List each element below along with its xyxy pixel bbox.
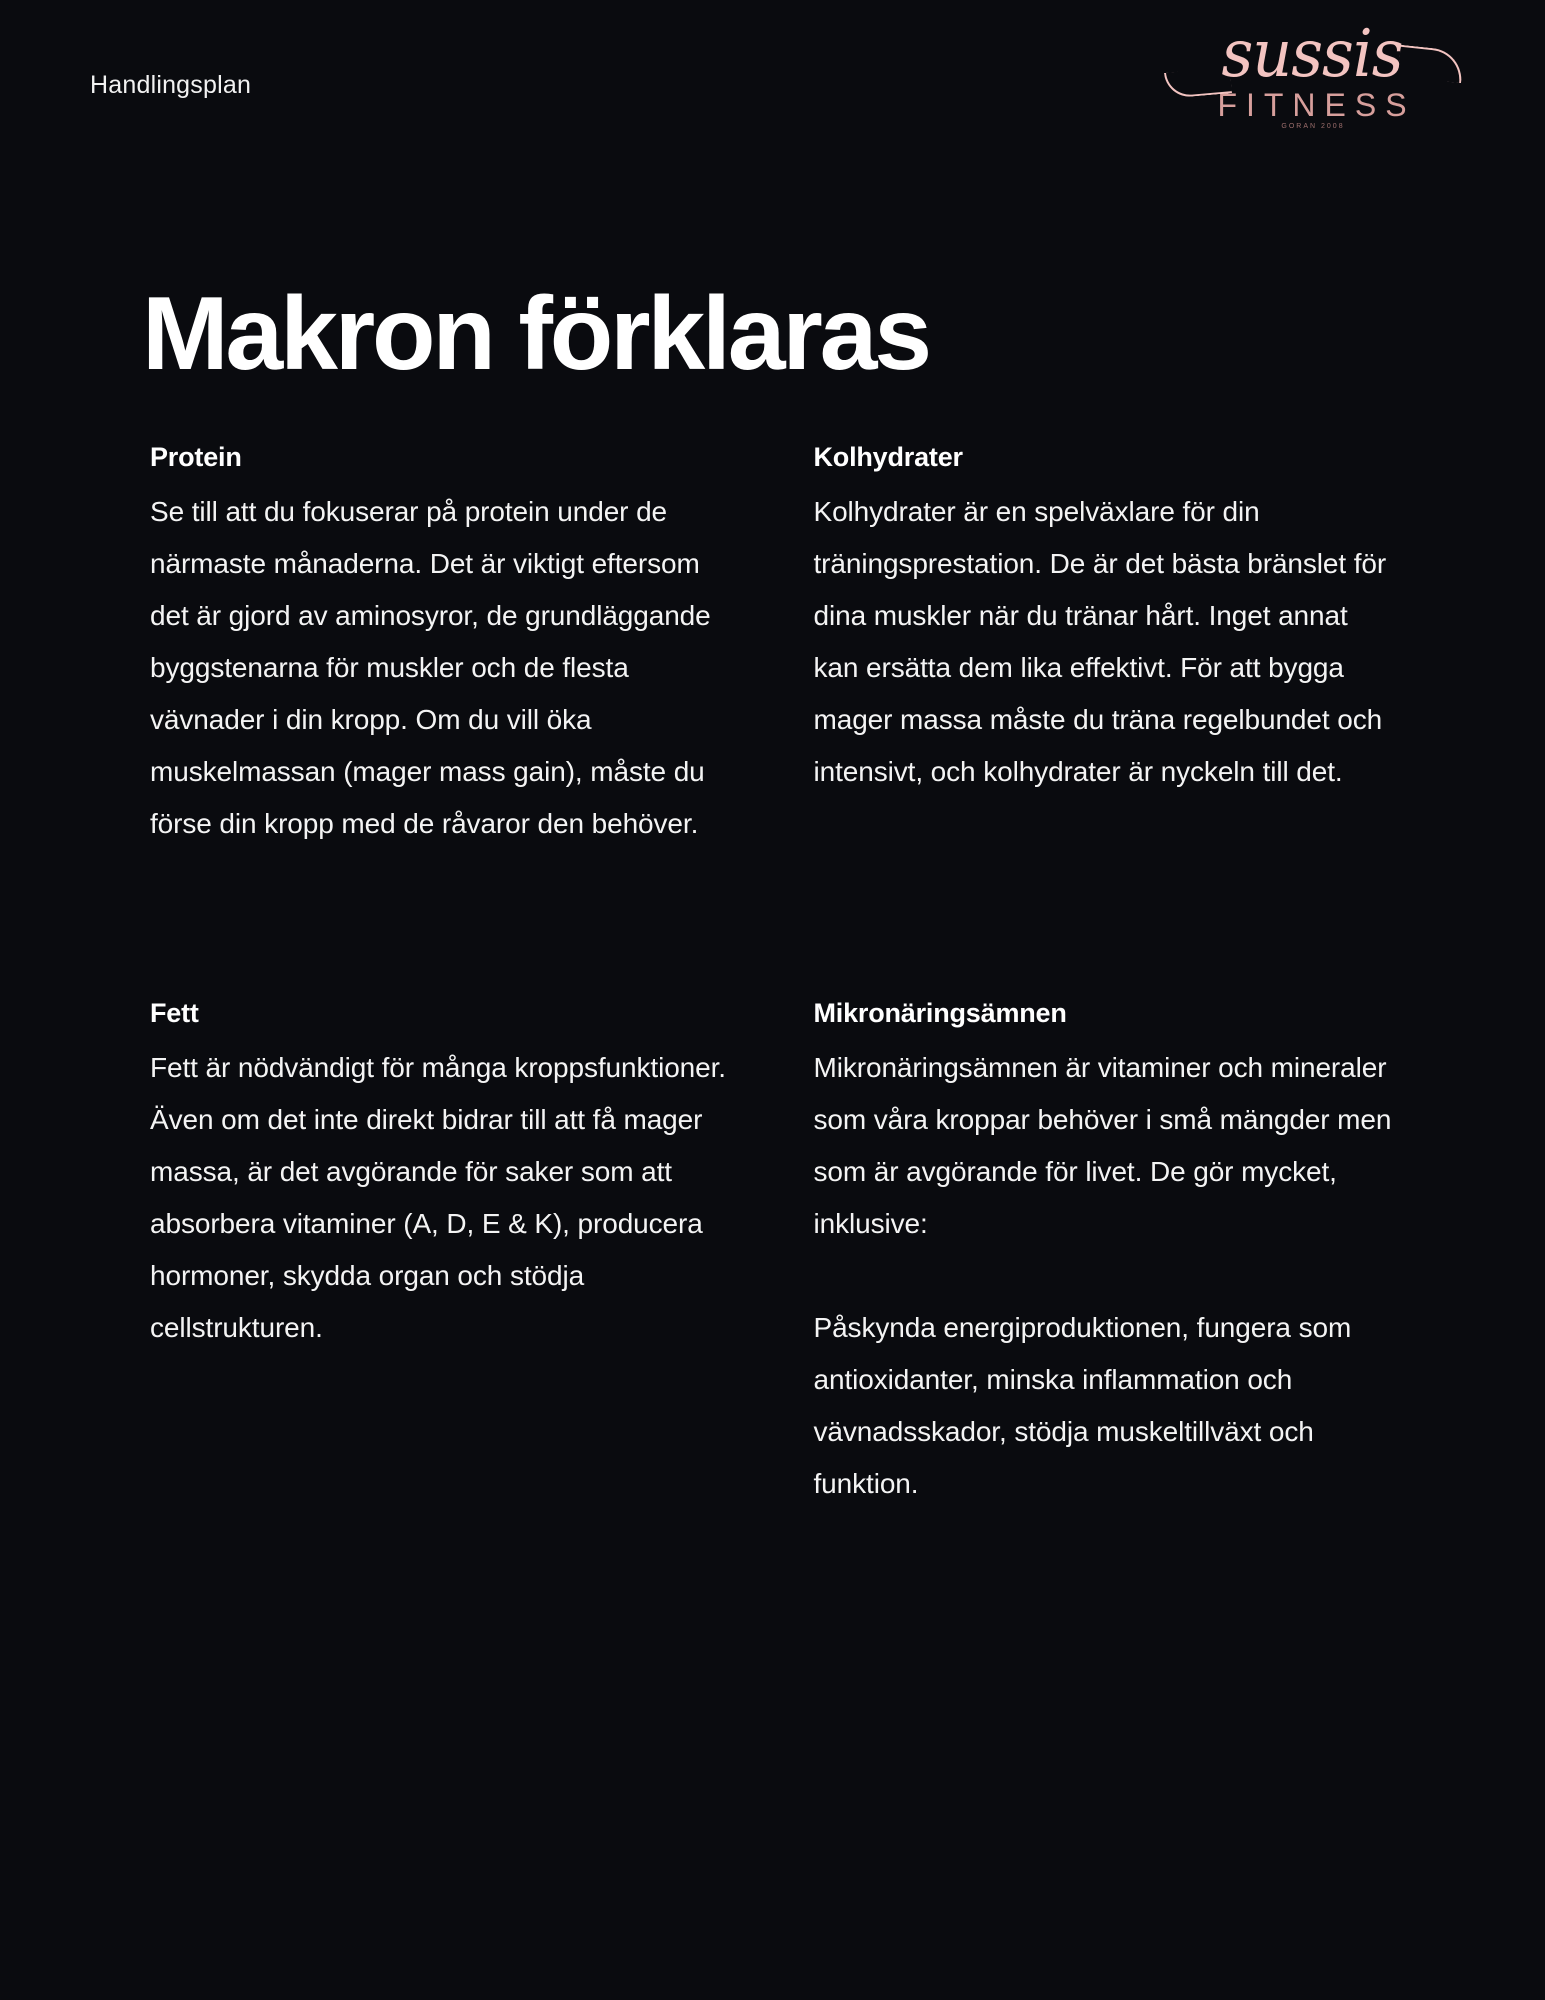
content-row-top [150,440,1400,850]
section-mikronaringsamnen-body-secondary: Påskynda energiproduktionen, fungera som antioxidanter, minska inflammation och vävnadsskador, stödja muskeltillväxt och funktion. [813,1312,1352,1499]
section-protein [150,440,737,850]
brand-logo-subtitle: FITNESS [1217,87,1416,123]
section-mikronaringsamnen-body: Mikronäringsämnen är vitaminer och mineraler som våra kroppar behöver i små mängder men som är avgörande för livet. De gör mycket, inklusive: [813,1052,1392,1239]
page-header [0,0,1545,160]
page-title: Makron förklaras [142,275,929,392]
brand-logo-script-text: sussis [1221,15,1403,92]
brand-logo-microtext: GORAN 2008 [1281,123,1345,130]
content-grid [150,440,1400,1510]
section-fett-heading: Fett [150,998,199,1028]
section-kolhydrater-body: Kolhydrater är en spelväxlare för din träningsprestation. De är det bästa bränslet för dina muskler när du tränar hårt. Inget annat kan ersätta dem lika effektivt. För att bygga mager massa måste du träna regelbundet och intensivt, och kolhydrater är nyckeln till det. [813,496,1387,787]
section-protein-heading: Protein [150,442,242,472]
section-protein-body: Se till att du fokuserar på protein under de närmaste månaderna. Det är viktigt eftersom det är gjord av aminosyror, de grundläggande byggstenarna för muskler och de flesta vävnader i din kropp. Om du vill öka muskelmassan (mager mass gain), måste du förse din kropp med de råvaror den behöver. [150,496,711,839]
brand-logo [1177,15,1447,142]
section-kolhydrater-heading: Kolhydrater [813,442,963,472]
section-fett-body: Fett är nödvändigt för många kroppsfunktioner. Även om det inte direkt bidrar till att få mager massa, är det avgörande för saker som att absorbera vitaminer (A, D, E & K), producera hormoner, skydda organ och stödja cellstrukturen. [150,1052,726,1343]
section-kolhydrater [814,440,1401,850]
content-row-bottom [150,996,1400,1510]
section-fett [150,996,737,1510]
section-mikronaringsamnen-heading: Mikronäringsämnen [813,998,1067,1028]
document-kicker: Handlingsplan [90,71,252,99]
section-mikronaringsamnen [814,996,1401,1510]
